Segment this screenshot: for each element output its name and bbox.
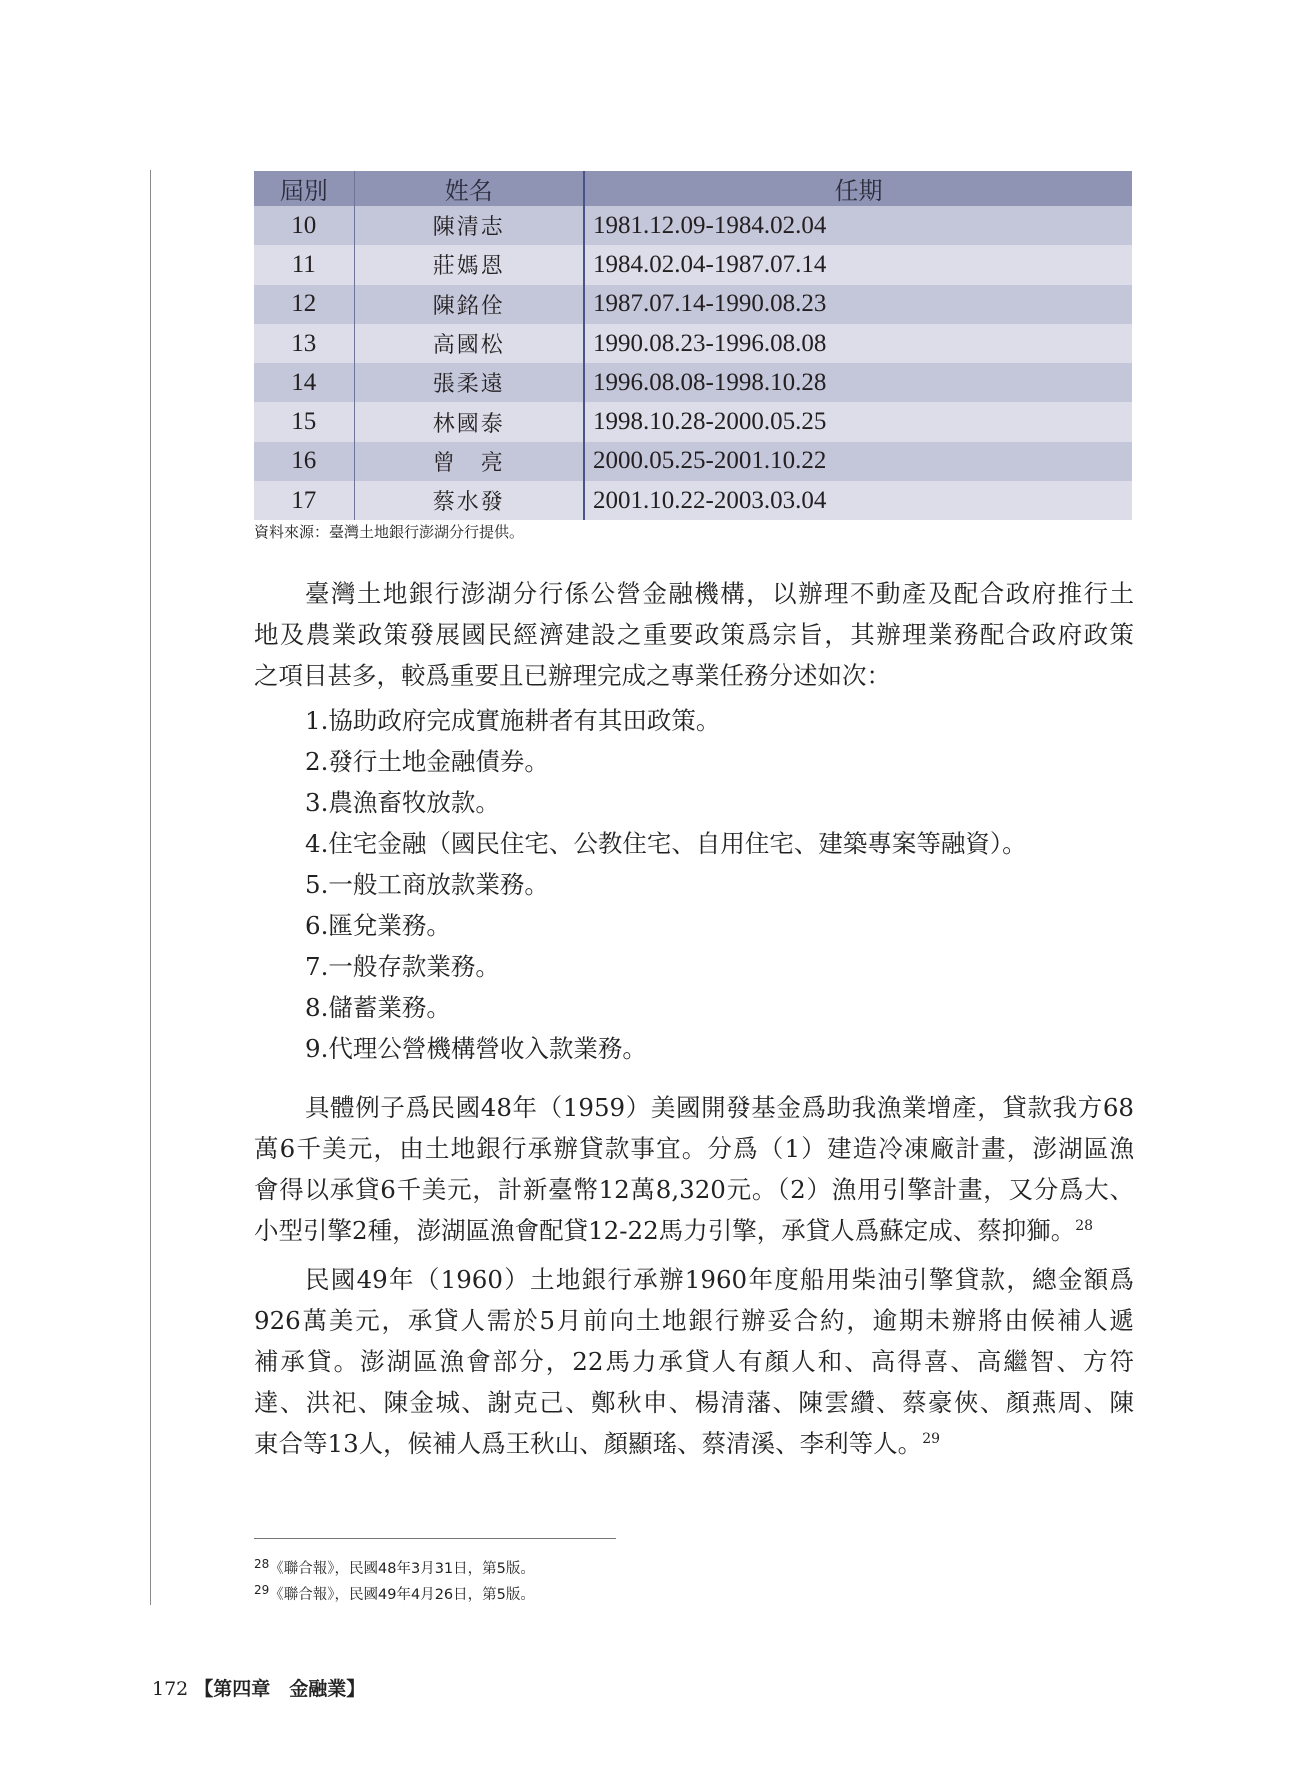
footnote-ref-28[interactable]: 28 bbox=[1075, 1218, 1094, 1234]
row-term-no: 10 bbox=[254, 206, 354, 245]
table-row bbox=[254, 285, 1132, 324]
row-tenure: 1984.02.04-1987.07.14 bbox=[584, 245, 1132, 284]
table-source-note: 資料來源：臺灣土地銀行澎湖分行提供。 bbox=[254, 523, 525, 541]
footnote-number: 28 bbox=[254, 1557, 270, 1571]
paragraph-intro bbox=[254, 573, 1134, 696]
table-row bbox=[254, 442, 1132, 481]
row-tenure: 1987.07.14-1990.08.23 bbox=[584, 285, 1132, 324]
text-line: 補承貸。澎湖區漁會部分，22馬力承貸人有顏人和、高得喜、高繼智、方符 bbox=[254, 1347, 1134, 1376]
footnote-28 bbox=[254, 1557, 535, 1578]
list-item: 5.一般工商放款業務。 bbox=[305, 870, 549, 899]
row-term-no: 16 bbox=[254, 442, 354, 481]
table-body bbox=[254, 206, 1132, 520]
task-list bbox=[254, 700, 1134, 1069]
paragraph-1960 bbox=[254, 1259, 1134, 1464]
text-line: 之項目甚多，較爲重要且已辦理完成之專業任務分述如次： bbox=[254, 661, 891, 690]
footnote-29 bbox=[254, 1583, 535, 1604]
row-name: 高國松 bbox=[354, 324, 584, 363]
list-item: 4.住宅金融（國民住宅、公教住宅、自用住宅、建築專案等融資）。 bbox=[305, 829, 1027, 858]
row-name: 林國泰 bbox=[354, 402, 584, 441]
text-line: 地及農業政策發展國民經濟建設之重要政策爲宗旨，其辦理業務配合政府政策 bbox=[254, 620, 1134, 649]
header-tenure: 任期 bbox=[584, 171, 1132, 206]
footnote-ref-29[interactable]: 29 bbox=[922, 1431, 941, 1447]
text-line: 具體例子爲民國48年（1959）美國開發基金爲助我漁業增產，貸款我方68 bbox=[305, 1093, 1134, 1122]
footnote-text: 《聯合報》，民國48年3月31日，第5版。 bbox=[269, 1561, 535, 1577]
text-line: 民國49年（1960）土地銀行承辦1960年度船用柴油引擎貸款，總金額爲 bbox=[305, 1265, 1134, 1294]
table-row bbox=[254, 245, 1132, 284]
row-term-no: 17 bbox=[254, 481, 354, 520]
header-term-no: 屆別 bbox=[254, 171, 354, 206]
row-term-no: 11 bbox=[254, 245, 354, 284]
footnote-number: 29 bbox=[254, 1583, 270, 1597]
list-item: 7.一般存款業務。 bbox=[305, 952, 500, 981]
row-term-no: 12 bbox=[254, 285, 354, 324]
text-line: 926萬美元，承貸人需於5月前向土地銀行辦妥合約，逾期未辦將由候補人遞 bbox=[254, 1306, 1134, 1335]
table-header-row bbox=[254, 171, 1132, 206]
row-name: 張柔遠 bbox=[354, 363, 584, 402]
row-tenure: 1981.12.09-1984.02.04 bbox=[584, 206, 1132, 245]
row-tenure: 2001.10.22-2003.03.04 bbox=[584, 481, 1132, 520]
text-line: 臺灣土地銀行澎湖分行係公營金融機構，以辦理不動產及配合政府推行土 bbox=[305, 579, 1134, 608]
text-line bbox=[254, 1423, 1134, 1464]
text-line: 達、洪祀、陳金城、謝克己、鄭秋申、楊清藩、陳雲纘、蔡豪俠、顏燕周、陳 bbox=[254, 1388, 1134, 1417]
row-term-no: 14 bbox=[254, 363, 354, 402]
row-tenure: 1996.08.08-1998.10.28 bbox=[584, 363, 1132, 402]
paragraph-1959 bbox=[254, 1087, 1134, 1251]
footnote-text: 《聯合報》，民國49年4月26日，第5版。 bbox=[269, 1587, 535, 1603]
row-tenure: 1990.08.23-1996.08.08 bbox=[584, 324, 1132, 363]
page-footer bbox=[152, 1674, 365, 1701]
page-number: 172 bbox=[152, 1678, 189, 1700]
table-row bbox=[254, 481, 1132, 520]
row-name: 陳清志 bbox=[354, 206, 584, 245]
row-name: 莊媽恩 bbox=[354, 245, 584, 284]
list-item: 2.發行土地金融債券。 bbox=[305, 747, 549, 776]
table-row bbox=[254, 324, 1132, 363]
manager-table bbox=[254, 171, 1132, 520]
row-tenure: 2000.05.25-2001.10.22 bbox=[584, 442, 1132, 481]
row-tenure: 1998.10.28-2000.05.25 bbox=[584, 402, 1132, 441]
text-line: 萬6千美元，由土地銀行承辦貸款事宜。分爲（1）建造冷凍廠計畫，澎湖區漁 bbox=[254, 1134, 1134, 1163]
text-line-content: 東合等13人，候補人爲王秋山、顏顯瑤、蔡清溪、李利等人。 bbox=[254, 1429, 923, 1458]
text-line-content: 小型引擎2種，澎湖區漁會配貸12-22馬力引擎，承貸人爲蘇定成、蔡抑獅。 bbox=[254, 1216, 1076, 1245]
chapter-title: 【第四章 金融業】 bbox=[194, 1678, 366, 1700]
row-term-no: 15 bbox=[254, 402, 354, 441]
list-item: 6.匯兌業務。 bbox=[305, 911, 451, 940]
list-item: 1.協助政府完成實施耕者有其田政策。 bbox=[305, 706, 721, 735]
text-line: 會得以承貸6千美元，計新臺幣12萬8,320元。（2）漁用引擎計畫，又分爲大、 bbox=[254, 1175, 1134, 1204]
margin-rule bbox=[150, 170, 151, 1605]
list-item: 3.農漁畜牧放款。 bbox=[305, 788, 500, 817]
row-term-no: 13 bbox=[254, 324, 354, 363]
table-row bbox=[254, 206, 1132, 245]
text-line bbox=[254, 1210, 1134, 1251]
table-row bbox=[254, 363, 1132, 402]
table-row bbox=[254, 402, 1132, 441]
list-item: 8.儲蓄業務。 bbox=[305, 993, 451, 1022]
row-name: 陳銘佺 bbox=[354, 285, 584, 324]
footnote-divider bbox=[254, 1538, 616, 1539]
row-name: 蔡水發 bbox=[354, 481, 584, 520]
header-name: 姓名 bbox=[354, 171, 584, 206]
row-name: 曾 亮 bbox=[354, 442, 584, 481]
list-item: 9.代理公營機構營收入款業務。 bbox=[305, 1034, 647, 1063]
